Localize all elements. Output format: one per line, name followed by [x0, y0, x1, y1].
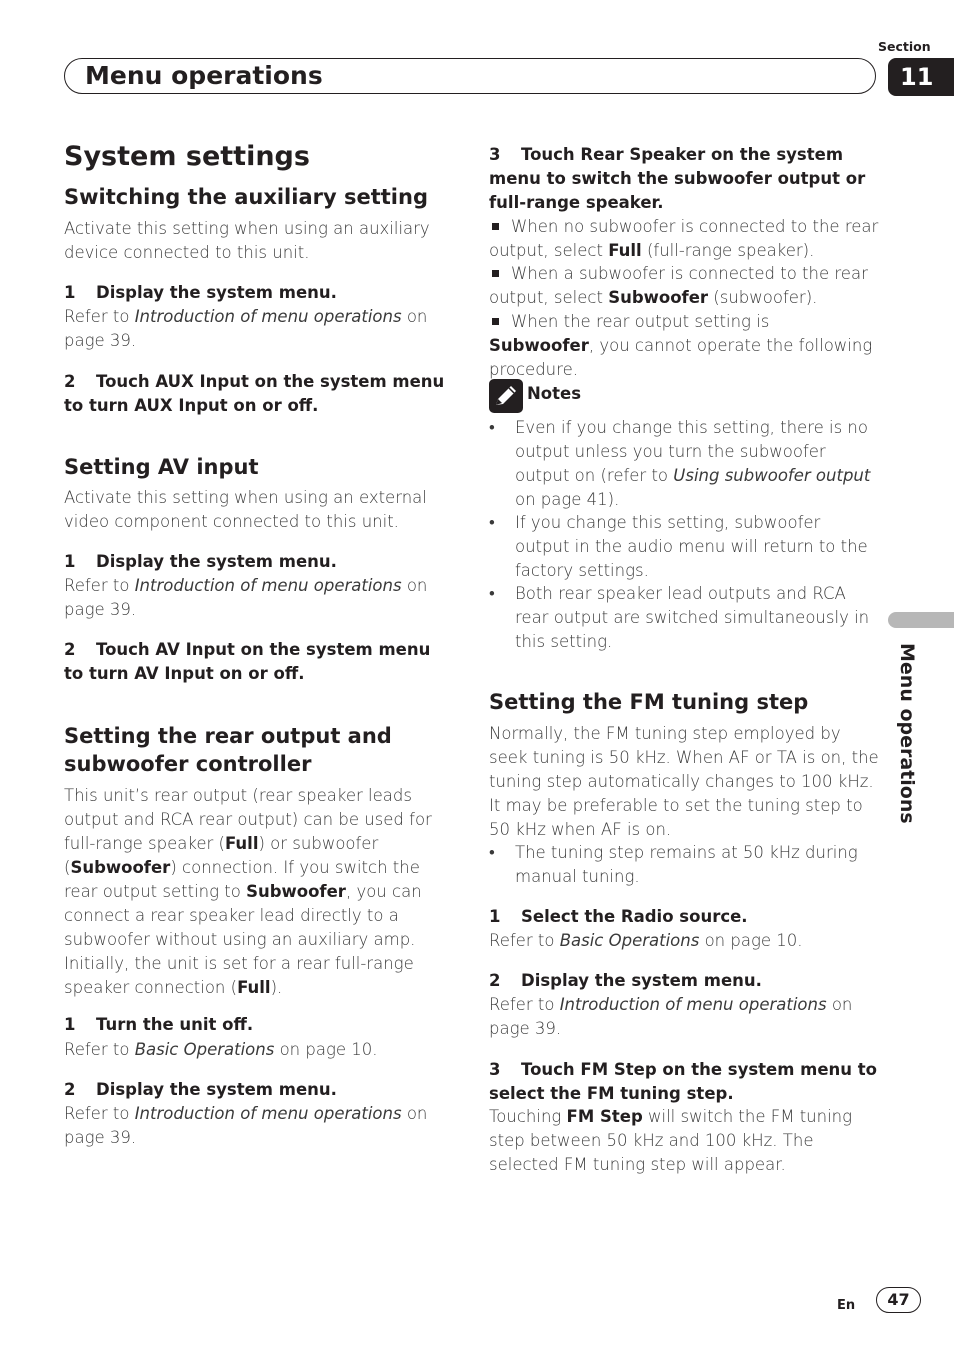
av-step-2: 2 Touch AV Input on the system menu to turn AV Input on or off.: [64, 640, 431, 683]
square-bullet-icon: [492, 270, 499, 277]
side-tab-marker: [888, 612, 954, 628]
rear-intro: This unit’s rear output (rear speaker leads output and RCA rear output) can be used for full-range speaker (Full) or subwoofer (Subwoofer) connection. If you switch the rear output setting to Subwoofer, you can connect a rear speaker lead directly to a subwoofer without using an auxiliary amp. Initially, the unit is set for a rear full-range speaker connection (Full).: [64, 786, 432, 997]
chapter-header: [64, 58, 876, 94]
av-intro: Activate this setting when using an external video component connected to this unit.: [64, 488, 427, 531]
rear-option-warning: When the rear output setting is Subwoofer, you cannot operate the following procedure.: [489, 312, 873, 379]
side-chapter-label: Menu operations: [896, 643, 918, 824]
square-bullet-icon: [492, 223, 499, 230]
fm-step-1-ref: Refer to Basic Operations on page 10.: [489, 931, 803, 950]
fm-bullet: • The tuning step remains at 50 kHz during manual tuning.: [489, 843, 858, 886]
rear-step-3: 3 Touch Rear Speaker on the system menu to switch the subwoofer output or full-range speaker.: [489, 145, 866, 212]
fm-intro: Normally, the FM tuning step employed by seek tuning is 50 kHz. When AF or TA is on, the tuning step automatically changes to 100 kHz. It may be preferable to set the tuning step to 50 kHz when AF is on.: [489, 724, 879, 839]
rear-step-1: 1 Turn the unit off.: [64, 1015, 254, 1034]
rear-heading: Setting the rear output and subwoofer controller: [64, 724, 392, 776]
square-bullet-icon: [492, 318, 499, 325]
av-step-1: 1 Display the system menu.: [64, 552, 337, 571]
aux-step-1-ref: Refer to Introduction of menu operations on page 39.: [64, 307, 428, 350]
notes-pencil-icon: [489, 379, 523, 413]
fm-step-1: 1 Select the Radio source.: [489, 907, 748, 926]
fm-step-2: 2 Display the system menu.: [489, 971, 762, 990]
note-3: • Both rear speaker lead outputs and RCA rear output are switched simultaneously in this setting.: [489, 584, 870, 651]
fm-step-3-desc: Touching FM Step will switch the FM tuning step between 50 kHz and 100 kHz. The selected FM tuning step will appear.: [489, 1107, 853, 1174]
aux-step-1: 1 Display the system menu.: [64, 283, 337, 302]
rear-step-2: 2 Display the system menu.: [64, 1080, 337, 1099]
rear-step-2-ref: Refer to Introduction of menu operations on page 39.: [64, 1104, 428, 1147]
language-code: En: [837, 1298, 856, 1313]
av-heading: Setting AV input: [64, 455, 259, 479]
rear-option-subwoofer: When a subwoofer is connected to the rear output, select Subwoofer (subwoofer).: [489, 264, 868, 307]
aux-step-2: 2 Touch AUX Input on the system menu to turn AUX Input on or off.: [64, 372, 445, 415]
chapter-title: Menu operations: [85, 61, 323, 90]
page-number: 47: [876, 1287, 921, 1313]
aux-intro: Activate this setting when using an auxiliary device connected to this unit.: [64, 219, 430, 262]
av-step-1-ref: Refer to Introduction of menu operations on page 39.: [64, 576, 428, 619]
rear-option-full: When no subwoofer is connected to the rear output, select Full (full-range speaker).: [489, 217, 879, 260]
section-label: Section: [878, 39, 931, 54]
section-number: 11: [888, 58, 954, 96]
fm-step-2-ref: Refer to Introduction of menu operations on page 39.: [489, 995, 853, 1038]
page-title: System settings: [64, 141, 310, 172]
notes-label: Notes: [527, 384, 582, 403]
note-1: • Even if you change this setting, there is no output unless you turn the subwoofer output on (refer to Using subwoofer output on page 41).: [489, 418, 871, 509]
rear-step-1-ref: Refer to Basic Operations on page 10.: [64, 1040, 378, 1059]
fm-step-3: 3 Touch FM Step on the system menu to select the FM tuning step.: [489, 1060, 878, 1103]
note-2: • If you change this setting, subwoofer output in the audio menu will return to the factory settings.: [489, 513, 868, 580]
fm-heading: Setting the FM tuning step: [489, 690, 809, 714]
aux-heading: Switching the auxiliary setting: [64, 185, 428, 209]
